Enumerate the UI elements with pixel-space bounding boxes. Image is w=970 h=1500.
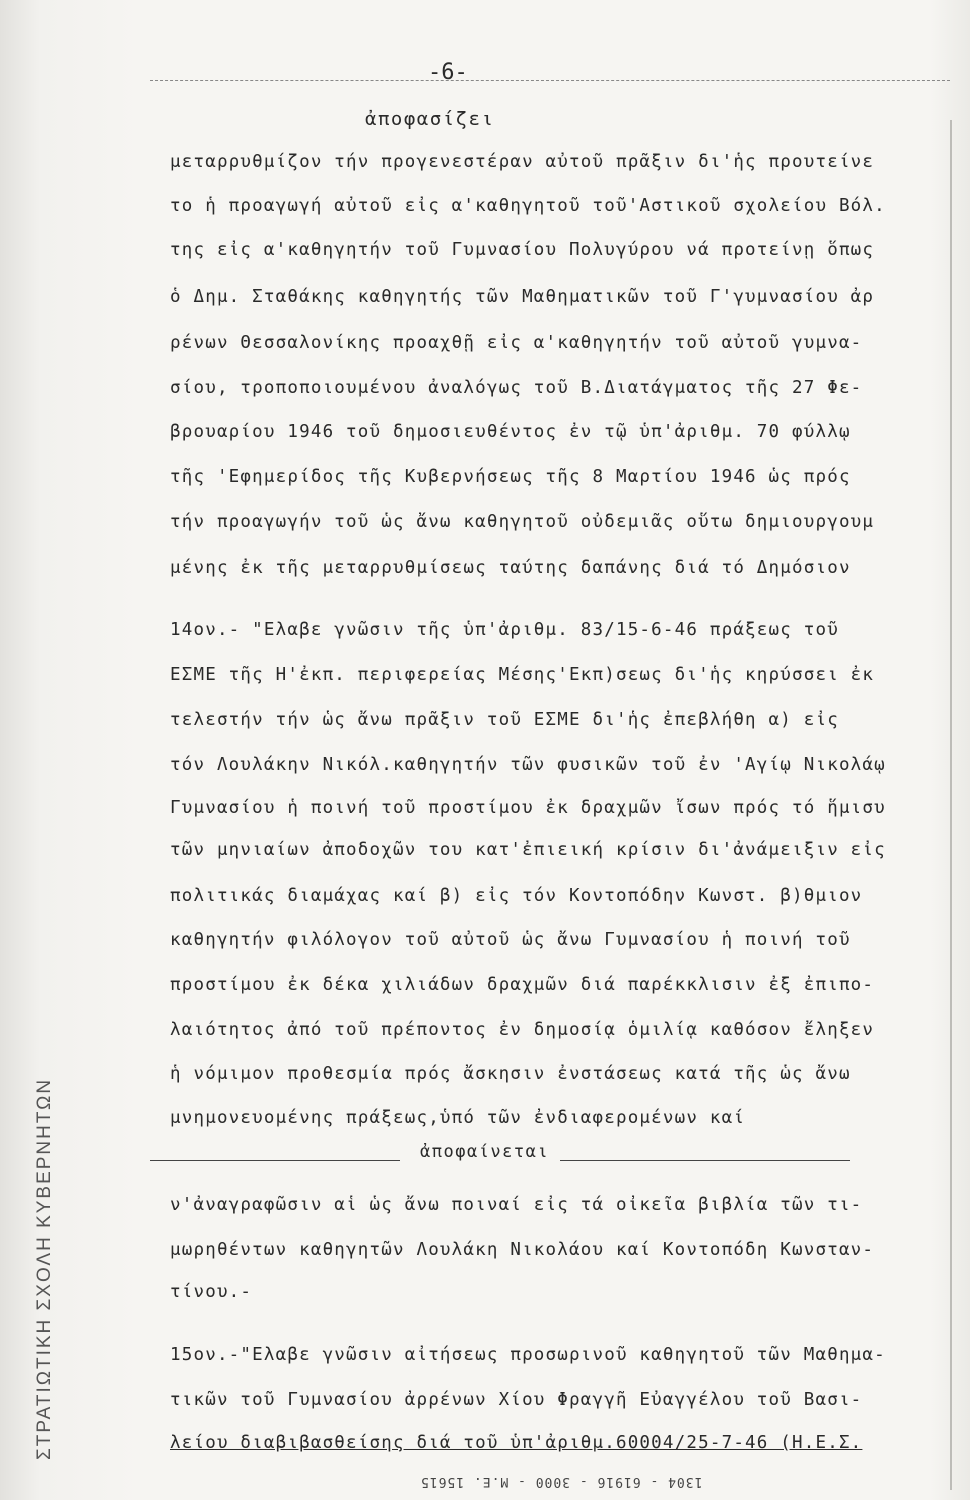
text-line: ΕΣΜΕ τῆς Η'ἐκπ. περιφερείας Μέσης'Εκπ)σεως δι'ἧς κηρύσσει ἐκ	[170, 665, 875, 685]
text-line: τελεστήν τήν ὡς ἄνω πρᾶξιν τοῦ ΕΣΜΕ δι'ἧς ἐπεβλήθη α) εἰς	[170, 710, 839, 730]
text-line: τίνου.-	[170, 1282, 253, 1302]
item-15-line: 15ον.-"Ελαβε γνῶσιν αἰτήσεως προσωρινοῦ καθηγητοῦ τῶν Μαθημα-	[170, 1345, 886, 1365]
text-line: τῶν μηνιαίων ἀποδοχῶν του κατ'ἐπιεική κρίσιν δι'ἀνάμειξιν εἰς	[170, 840, 886, 860]
text-line: λαιότητος ἀπό τοῦ πρέποντος ἐν δημοσίᾳ ὁμιλίᾳ καθόσον ἔληξεν	[170, 1020, 875, 1040]
page-number: -6-	[428, 60, 468, 85]
text-line: ἡ νόμιμον προθεσμία πρός ἄσκησιν ἐνστάσεως κατά τῆς ὡς ἄνω	[170, 1064, 851, 1084]
divider-right	[560, 1160, 850, 1161]
text-line: Γυμνασίου ἡ ποινή τοῦ προστίμου ἐκ δραχμῶν ἴσων πρός τό ἥμισυ	[170, 798, 886, 818]
binding-edge	[34, 820, 94, 1470]
text-line: ὁ Δημ. Σταθάκης καθηγητής τῶν Μαθηματικῶν τοῦ Γ'γυμνασίου ἀρ	[170, 287, 875, 307]
top-rule	[150, 80, 950, 82]
heading-pronounces: ἀποφαίνεται	[420, 1142, 550, 1162]
text-line: ν'ἀναγραφῶσιν αἱ ὡς ἄνω ποιναί εἰς τά οἰκεῖα βιβλία τῶν τι-	[170, 1195, 863, 1215]
text-line: της εἰς α'καθηγητήν τοῦ Γυμνασίου Πολυγύρου νά προτείνῃ ὅπως	[170, 240, 875, 260]
text-line: ρένων Θεσσαλονίκης προαχθῇ εἰς α'καθηγητήν τοῦ αὐτοῦ γυμνα-	[170, 333, 863, 353]
text-line: μωρηθέντων καθηγητῶν Λουλάκη Νικολάου καί Κοντοπόδη Κωνσταν-	[170, 1240, 875, 1260]
text-line: το ἡ προαγωγή αὐτοῦ εἰς α'καθηγητοῦ τοῦ'Αστικοῦ σχολείου Βόλ.	[170, 196, 886, 216]
text-line: λείου διαβιβασθείσης διά τοῦ ὑπ'ἀριθμ.60004/25-7-46 (Η.Ε.Σ.	[170, 1433, 863, 1453]
text-line: σίου, τροποποιουμένου ἀναλόγως τοῦ Β.Διατάγματος τῆς 27 Φε-	[170, 378, 863, 398]
text-line: τῆς 'Εφημερίδος τῆς Κυβερνήσεως τῆς 8 Μαρτίου 1946 ὡς πρός	[170, 467, 851, 487]
text-line: τόν Λουλάκην Νικόλ.καθηγητήν τῶν φυσικῶν τοῦ ἐν 'Αγίῳ Νικολάῳ	[170, 755, 886, 775]
text-line: καθηγητήν φιλόλογον τοῦ αὐτοῦ ὡς ἄνω Γυμνασίου ἡ ποινή τοῦ	[170, 930, 851, 950]
text-line: μένης ἐκ τῆς μεταρρυθμίσεως ταύτης δαπάνης διά τό Δημόσιον	[170, 558, 851, 578]
text-line: τικῶν τοῦ Γυμνασίου ἀρρένων Χίου Φραγγῆ Εὐαγγέλου τοῦ Βασι-	[170, 1390, 863, 1410]
text-line: τήν προαγωγήν τοῦ ὡς ἄνω καθηγητοῦ οὐδεμιᾶς οὕτω δημιουργουμ	[170, 512, 875, 532]
spine-text: ΣΤΡΑΤΙΩΤΙΚΗ ΣΧΟΛΗ ΚΥΒΕΡΝΗΤΩΝ	[34, 1077, 55, 1460]
printer-footer: 1304 - 61916 - 3000 - Μ.Ε. 15615	[420, 1474, 703, 1489]
heading-decides: ἀποφασίζει	[365, 108, 495, 130]
text-line: μεταρρυθμίζον τήν προγενεστέραν αὐτοῦ πρᾶξιν δι'ἧς προυτείνε	[170, 152, 875, 172]
item-14-line: 14ον.- "Ελαβε γνῶσιν τῆς ὑπ'ἀριθμ. 83/15-6-46 πράξεως τοῦ	[170, 620, 839, 640]
text-line: μνημονευομένης πράξεως,ὑπό τῶν ἐνδιαφερομένων καί	[170, 1108, 746, 1128]
text-line: προστίμου ἐκ δέκα χιλιάδων δραχμῶν διά παρέκκλισιν ἐξ ἐπιπο-	[170, 975, 875, 995]
text-line: βρουαρίου 1946 τοῦ δημοσιευθέντος ἐν τῷ ὑπ'ἀριθμ. 70 φύλλῳ	[170, 422, 851, 442]
text-line: πολιτικάς διαμάχας καί β) εἰς τόν Κοντοπόδην Κωνστ. β)θμιον	[170, 886, 863, 906]
divider-left	[150, 1160, 400, 1161]
